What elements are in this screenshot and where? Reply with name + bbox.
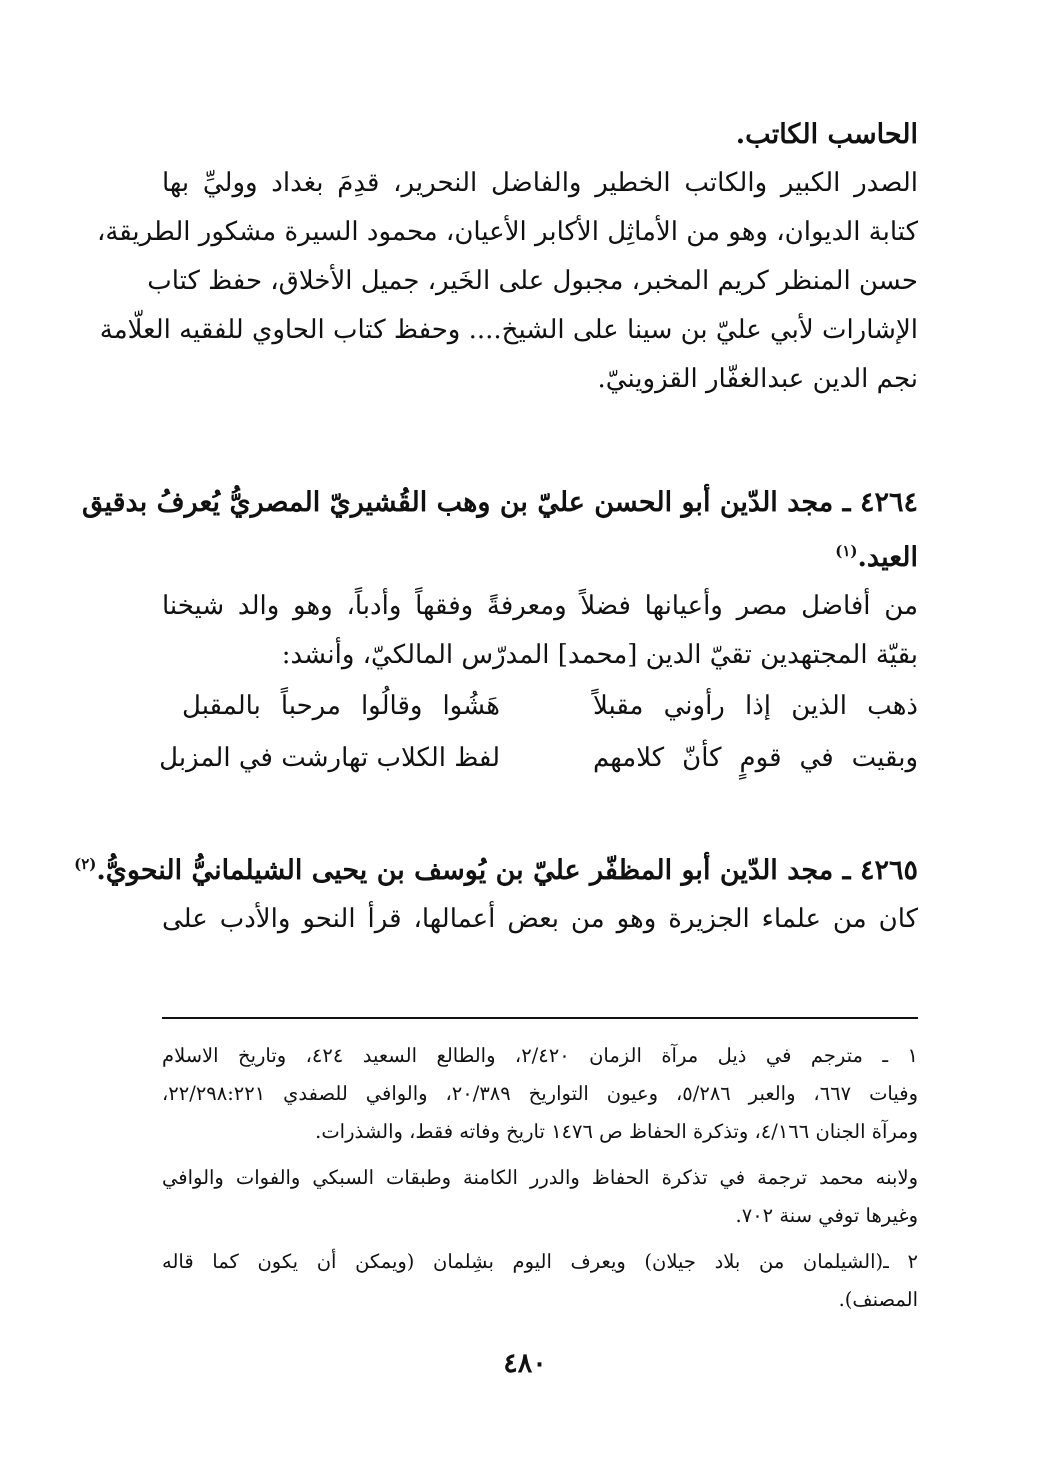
footnote-line: ١ ـ مترجم في ذيل مرآة الزمان ٢/٤٢٠، والطالع السعيد ٤٢٤، وتاريخ الاسلام — [162, 1044, 918, 1067]
page-number: ٤٨٠ — [503, 1348, 547, 1379]
entry-body-line: كان من علماء الجزيرة وهو من بعض أعمالها، قرأ النحو والأدب على — [162, 904, 918, 934]
footnote-line: ٢ ـ(الشيلمان من بلاد جيلان) ويعرف اليوم بشِلمان (ويمكن أن يكون كما قاله — [162, 1250, 918, 1273]
footnote-ref: (٢) — [74, 855, 97, 873]
entry-body-line: من أفاضل مصر وأعيانها فضلاً ومعرفةً وفقهاً وأدباً، وهو والد شيخنا — [162, 591, 918, 621]
verse-first-hemistich: وبقيت في قومٍ كأنّ كلامهم — [593, 743, 918, 773]
footnote-ref: (١) — [835, 542, 858, 560]
footnote-line: ومرآة الجنان ٤/١٦٦، وتذكرة الحفاظ ص ١٤٧٦ تاريخ وفاته فقط، والشذرات. — [315, 1120, 918, 1143]
entry-4264 — [81, 478, 918, 680]
entry-heading — [74, 840, 918, 895]
entry-body-line: بقيّة المجتهدين تقيّ الدين [محمد] المدرّس المالكيّ، وأنشد: — [281, 640, 918, 670]
poem-verse — [159, 732, 918, 784]
poem — [159, 680, 918, 784]
footnotes — [162, 1037, 918, 1319]
intro-line: الصدر الكبير والكاتب الخطير والفاضل النحرير، قدِمَ بغداد ووليِّ بها — [162, 168, 918, 198]
verse-second-hemistich: لفظ الكلاب تهارشت في المزبل — [159, 743, 500, 773]
footnote-line: وغيرها توفي سنة ٧٠٢. — [735, 1204, 918, 1227]
poem-verse — [162, 680, 918, 732]
footnote-divider — [162, 1017, 918, 1019]
intro-line: الإشارات لأبي عليّ بن سينا على الشيخ.... وحفظ كتاب الحاوي للفقيه العلّامة — [99, 315, 918, 345]
verse-second-hemistich: هَشُوا وقالُوا مرحباً بالمقبل — [182, 691, 500, 721]
verse-first-hemistich: ذهب الذين إذا رأوني مقبلاً — [593, 691, 918, 721]
intro-heading: الحاسب الكاتب. — [735, 119, 918, 150]
footnote-line: وفيات ٦٦٧، والعبر ٥/٢٨٦، وعيون التواريخ ٢٠/٣٨٩، والوافي للصفدي ٢٢/٢٩٨:٢٢١، — [162, 1082, 918, 1105]
entry-4265 — [74, 840, 918, 944]
entry-heading-text: العيد. — [857, 542, 918, 573]
footnote-line: ولابنه محمد ترجمة في تذكرة الحفاظ والدرر الكامنة وطبقات السبكي والفوات والوافي — [162, 1166, 918, 1189]
entry-heading: ٤٢٦٤ ـ مجد الدّين أبو الحسن عليّ بن وهب القُشيريّ المصريُّ يُعرفُ بدقيق — [81, 487, 918, 518]
entry-heading-text: ٤٢٦٥ ـ مجد الدّين أبو المظفّر عليّ بن يُوسف بن يحيى الشيلمانيُّ النحويُّ. — [96, 855, 918, 886]
entry-heading-continued — [162, 527, 918, 582]
intro-line: كتابة الديوان، وهو من الأماثِل الأكابر الأعيان، محمود السيرة مشكور الطريقة، — [96, 217, 918, 247]
intro-line: حسن المنظر كريم المخبر، مجبول على الخَير، جميل الأخلاق، حفظ كتاب — [147, 266, 918, 296]
intro-line: نجم الدين عبدالغفّار القزوينيّ. — [597, 364, 918, 394]
footnote-line: المصنف). — [838, 1288, 918, 1311]
intro-section — [96, 110, 918, 404]
